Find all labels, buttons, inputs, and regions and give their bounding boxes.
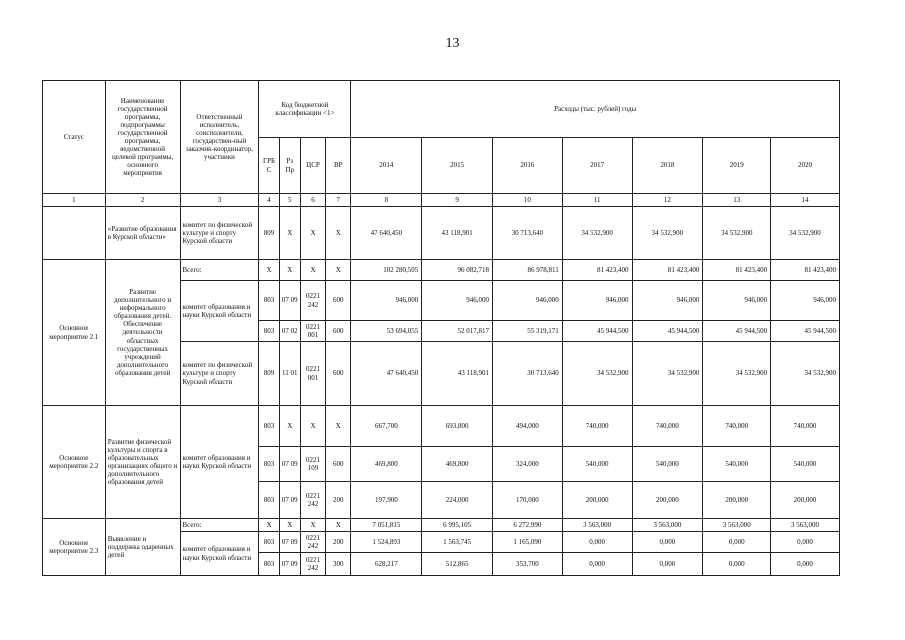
value-cell: 34 532,900	[703, 342, 771, 406]
value-cell: 81 423,400	[703, 260, 771, 281]
value-cell: 0,000	[771, 532, 840, 553]
name-cell: Выявление и поддержка одаренных детей	[105, 519, 180, 576]
vr-cell: Х	[326, 207, 351, 260]
value-cell: 34 532,900	[562, 207, 632, 260]
value-cell: 494,000	[493, 406, 563, 447]
vr-cell: 600	[326, 321, 351, 342]
value-cell: 30 713,640	[493, 342, 563, 406]
vr-cell: 300	[326, 553, 351, 576]
csr-cell: 0221 242	[300, 482, 325, 519]
vr-cell: Х	[326, 260, 351, 281]
rzpr-cell: 07 02	[279, 321, 300, 342]
header-year-2018: 2018	[632, 138, 703, 194]
value-cell: 946,000	[703, 281, 771, 321]
grbs-cell: Х	[259, 260, 279, 281]
value-cell: 512,865	[422, 553, 493, 576]
rzpr-cell: Х	[279, 260, 300, 281]
col-number: 9	[422, 194, 493, 207]
responsible-cell: Всего:	[180, 260, 259, 281]
csr-cell: Х	[300, 519, 325, 532]
name-cell: «Развитие образования в Курской области»	[105, 207, 180, 260]
vr-cell: 600	[326, 281, 351, 321]
header-year-2020: 2020	[771, 138, 840, 194]
value-cell: 81 423,400	[562, 260, 632, 281]
responsible-cell: комитет образования и науки Курской области	[180, 532, 259, 576]
header-budget-code: Код бюджетной классификации <1>	[259, 81, 351, 138]
value-cell: 3 563,000	[632, 519, 703, 532]
grbs-cell: 803	[259, 321, 279, 342]
grbs-cell: 803	[259, 553, 279, 576]
csr-cell: 0221 109	[300, 447, 325, 482]
value-cell: 7 051,815	[351, 519, 422, 532]
value-cell: 1 524,893	[351, 532, 422, 553]
value-cell: 53 694,055	[351, 321, 422, 342]
value-cell: 540,000	[562, 447, 632, 482]
value-cell: 43 118,901	[422, 342, 493, 406]
header-year-2016: 2016	[493, 138, 563, 194]
status-cell: Основное мероприятие 2.1	[43, 260, 106, 406]
value-cell: 6 272,990	[493, 519, 563, 532]
value-cell: 3 563,000	[771, 519, 840, 532]
rzpr-cell: Х	[279, 207, 300, 260]
value-cell: 740,000	[632, 406, 703, 447]
value-cell: 1 165,090	[493, 532, 563, 553]
col-number: 12	[632, 194, 703, 207]
value-cell: 946,000	[562, 281, 632, 321]
col-number: 4	[259, 194, 279, 207]
value-cell: 200,000	[562, 482, 632, 519]
header-year-2014: 2014	[351, 138, 422, 194]
responsible-cell: комитет образования и науки Курской области	[180, 406, 259, 519]
vr-cell: 600	[326, 447, 351, 482]
grbs-cell: 803	[259, 406, 279, 447]
value-cell: 946,000	[632, 281, 703, 321]
col-number: 7	[326, 194, 351, 207]
grbs-cell: 803	[259, 482, 279, 519]
rzpr-cell: 11 01	[279, 342, 300, 406]
value-cell: 0,000	[632, 532, 703, 553]
csr-cell: 0221 242	[300, 553, 325, 576]
rzpr-cell: 07 09	[279, 553, 300, 576]
col-number: 6	[300, 194, 325, 207]
header-responsible: Ответственный исполнитель, соисполнители, государствен-ный заказчик-координатор, участники	[180, 81, 259, 194]
rzpr-cell: Х	[279, 406, 300, 447]
col-number: 8	[351, 194, 422, 207]
status-cell: Основное мероприятие 2.2	[43, 406, 106, 519]
value-cell: 540,000	[771, 447, 840, 482]
table-row	[43, 519, 840, 532]
value-cell: 740,000	[771, 406, 840, 447]
value-cell: 0,000	[632, 553, 703, 576]
value-cell: 946,000	[493, 281, 563, 321]
status-cell	[43, 207, 106, 260]
col-number: 1	[43, 194, 106, 207]
value-cell: 0,000	[562, 553, 632, 576]
value-cell: 197,900	[351, 482, 422, 519]
col-number: 11	[562, 194, 632, 207]
value-cell: 43 118,901	[422, 207, 493, 260]
col-number: 13	[703, 194, 771, 207]
value-cell: 3 563,000	[562, 519, 632, 532]
value-cell: 170,000	[493, 482, 563, 519]
grbs-cell: 803	[259, 532, 279, 553]
column-numbers-row	[43, 194, 840, 207]
header-rzpr: Рз Пр	[279, 138, 300, 194]
table-row	[43, 260, 840, 281]
responsible-cell: комитет образования и науки Курской области	[180, 281, 259, 342]
value-cell: 0,000	[771, 553, 840, 576]
rzpr-cell: 07 09	[279, 281, 300, 321]
header-name: Наименование государственной программы, подпрограммы государственной программы, ведомственной целевой программы, основного мероприятия	[105, 81, 180, 194]
value-cell: 81 423,400	[632, 260, 703, 281]
value-cell: 200,000	[632, 482, 703, 519]
value-cell: 667,700	[351, 406, 422, 447]
budget-table	[42, 80, 840, 576]
col-number: 2	[105, 194, 180, 207]
status-cell: Основное мероприятие 2.3	[43, 519, 106, 576]
value-cell: 45 944,500	[632, 321, 703, 342]
vr-cell: 200	[326, 482, 351, 519]
responsible-cell: комитет по физической культуре и спорту Курской области	[180, 207, 259, 260]
vr-cell: Х	[326, 519, 351, 532]
col-number: 5	[279, 194, 300, 207]
value-cell: 200,000	[703, 482, 771, 519]
responsible-cell: Всего:	[180, 519, 259, 532]
header-year-2019: 2019	[703, 138, 771, 194]
value-cell: 52 017,817	[422, 321, 493, 342]
col-number: 3	[180, 194, 259, 207]
value-cell: 81 423,400	[771, 260, 840, 281]
table-row	[43, 207, 840, 260]
value-cell: 0,000	[562, 532, 632, 553]
value-cell: 469,800	[422, 447, 493, 482]
value-cell: 55 319,171	[493, 321, 563, 342]
col-number: 14	[771, 194, 840, 207]
vr-cell: Х	[326, 406, 351, 447]
csr-cell: 0221 242	[300, 532, 325, 553]
value-cell: 34 532,900	[562, 342, 632, 406]
rzpr-cell: 07 09	[279, 532, 300, 553]
value-cell: 30 713,640	[493, 207, 563, 260]
value-cell: 740,000	[562, 406, 632, 447]
value-cell: 469,800	[351, 447, 422, 482]
value-cell: 540,000	[703, 447, 771, 482]
csr-cell: 0221 001	[300, 342, 325, 406]
vr-cell: 600	[326, 342, 351, 406]
header-year-2015: 2015	[422, 138, 493, 194]
value-cell: 96 082,718	[422, 260, 493, 281]
rzpr-cell: 07 09	[279, 447, 300, 482]
header-csr: ЦСР	[300, 138, 325, 194]
value-cell: 693,800	[422, 406, 493, 447]
header-status: Статус	[43, 81, 106, 194]
csr-cell: 0221 242	[300, 281, 325, 321]
value-cell: 946,000	[422, 281, 493, 321]
value-cell: 540,000	[632, 447, 703, 482]
value-cell: 200,000	[771, 482, 840, 519]
header-year-2017: 2017	[562, 138, 632, 194]
value-cell: 740,000	[703, 406, 771, 447]
value-cell: 3 563,000	[703, 519, 771, 532]
csr-cell: Х	[300, 260, 325, 281]
value-cell: 946,000	[351, 281, 422, 321]
value-cell: 86 978,811	[493, 260, 563, 281]
header-expenses: Расходы (тыс. рублей) годы	[351, 81, 840, 138]
grbs-cell: 803	[259, 447, 279, 482]
value-cell: 353,700	[493, 553, 563, 576]
name-cell: Развитие физической культуры и спорта в образовательных организациях общего и дополнительного образования детей	[105, 406, 180, 519]
col-number: 10	[493, 194, 563, 207]
value-cell: 0,000	[703, 553, 771, 576]
vr-cell: 200	[326, 532, 351, 553]
csr-cell: Х	[300, 406, 325, 447]
value-cell: 0,000	[703, 532, 771, 553]
value-cell: 6 995,105	[422, 519, 493, 532]
responsible-cell: комитет по физической культуре и спорту Курской области	[180, 342, 259, 406]
value-cell: 34 532,900	[632, 207, 703, 260]
value-cell: 946,000	[771, 281, 840, 321]
value-cell: 47 640,450	[351, 207, 422, 260]
table-row	[43, 406, 840, 447]
value-cell: 34 532,900	[632, 342, 703, 406]
csr-cell: Х	[300, 207, 325, 260]
value-cell: 102 280,505	[351, 260, 422, 281]
value-cell: 45 944,500	[562, 321, 632, 342]
value-cell: 1 563,745	[422, 532, 493, 553]
rzpr-cell: 07 09	[279, 482, 300, 519]
value-cell: 45 944,500	[703, 321, 771, 342]
value-cell: 324,000	[493, 447, 563, 482]
page-number: 13	[445, 36, 460, 51]
value-cell: 45 944,500	[771, 321, 840, 342]
name-cell: Развитие дополнительного и неформального образования детей. Обеспечение деятельности областных государственных учреждений дополнительного образования детей	[105, 260, 180, 406]
value-cell: 47 640,450	[351, 342, 422, 406]
value-cell: 34 532,900	[771, 342, 840, 406]
header-vr: ВР	[326, 138, 351, 194]
rzpr-cell: Х	[279, 519, 300, 532]
grbs-cell: 809	[259, 207, 279, 260]
grbs-cell: 803	[259, 281, 279, 321]
value-cell: 224,000	[422, 482, 493, 519]
value-cell: 34 532,900	[771, 207, 840, 260]
grbs-cell: Х	[259, 519, 279, 532]
value-cell: 628,217	[351, 553, 422, 576]
header-row-1	[43, 81, 840, 138]
csr-cell: 0221 001	[300, 321, 325, 342]
header-grbs: ГРБС	[259, 138, 279, 194]
grbs-cell: 809	[259, 342, 279, 406]
value-cell: 34 532,900	[703, 207, 771, 260]
